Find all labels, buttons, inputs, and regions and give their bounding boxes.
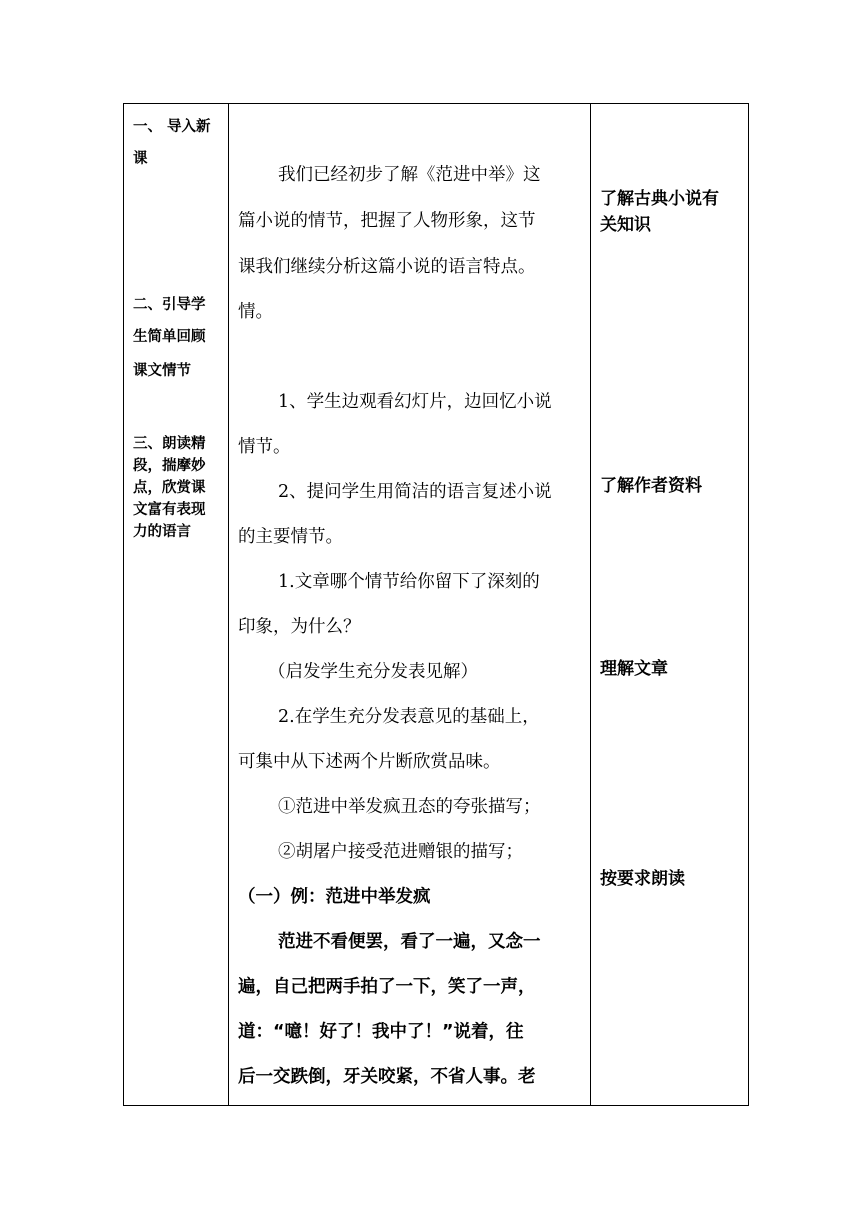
content-p2-l2: 情节。 xyxy=(238,437,291,457)
step3-line2: 段，揣摩妙 xyxy=(133,458,206,474)
content-p4-l1: 1.文章哪个情节给你留下了深刻的 xyxy=(278,572,540,592)
content-p4-l2: 印象，为什么？ xyxy=(238,617,361,637)
step3-line5: 力的语言 xyxy=(133,524,191,540)
content-p2-l1: 1、学生边观看幻灯片，边回忆小说 xyxy=(278,392,552,412)
step1-line2: 课 xyxy=(133,151,148,167)
content-p6-l2: 可集中从下述两个片断欣赏品味。 xyxy=(238,752,501,772)
step1-line1: 一、 导入新 xyxy=(133,119,211,135)
objective-1-line2: 关知识 xyxy=(600,215,651,235)
objective-2: 了解作者资料 xyxy=(600,476,702,496)
step2-line1: 二、引导学 xyxy=(133,297,206,313)
objective-3: 理解文章 xyxy=(600,659,668,679)
excerpt-l2: 遍，自己把两手拍了一下，笑了一声， xyxy=(238,977,536,997)
content-p8-l1: ②胡屠户接受范进赠银的描写； xyxy=(278,842,523,862)
content-p3-l1: 2、提问学生用简洁的语言复述小说 xyxy=(278,482,552,502)
example-heading: （一）例：范进中举发疯 xyxy=(238,887,431,907)
excerpt-l4: 后一交跌倒，牙关咬紧，不省人事。老 xyxy=(238,1067,536,1087)
objective-4: 按要求朗读 xyxy=(600,869,685,889)
excerpt-l1: 范进不看便罢，看了一遍，又念一 xyxy=(278,932,541,952)
lesson-plan-table xyxy=(123,103,749,1106)
step2-line3: 课文情节 xyxy=(133,363,191,379)
content-p1-l2: 篇小说的情节，把握了人物形象，这节 xyxy=(238,211,536,231)
column-divider-2 xyxy=(590,104,591,1105)
content-p1-l3: 课我们继续分析这篇小说的语言特点。 xyxy=(238,257,536,277)
content-p1-l4: 情。 xyxy=(238,302,273,322)
content-p1-l1: 我们已经初步了解《范进中举》这 xyxy=(278,165,541,185)
step3-line3: 点，欣赏课 xyxy=(133,480,206,496)
content-p6-l1: 2.在学生充分发表意见的基础上， xyxy=(278,707,540,727)
content-p5-l1: （启发学生充分发表见解） xyxy=(268,662,478,682)
column-divider-1 xyxy=(228,104,229,1105)
excerpt-l3: 道：“噫！好了！我中了！”说着，往 xyxy=(238,1022,524,1042)
step2-line2: 生简单回顾 xyxy=(133,329,206,345)
step3-line1: 三、朗读精 xyxy=(133,436,206,452)
objective-1-line1: 了解古典小说有 xyxy=(600,189,719,209)
content-p3-l2: 的主要情节。 xyxy=(238,527,343,547)
step3-line4: 文富有表现 xyxy=(133,502,206,518)
content-p7-l1: ①范进中举发疯丑态的夸张描写； xyxy=(278,797,541,817)
